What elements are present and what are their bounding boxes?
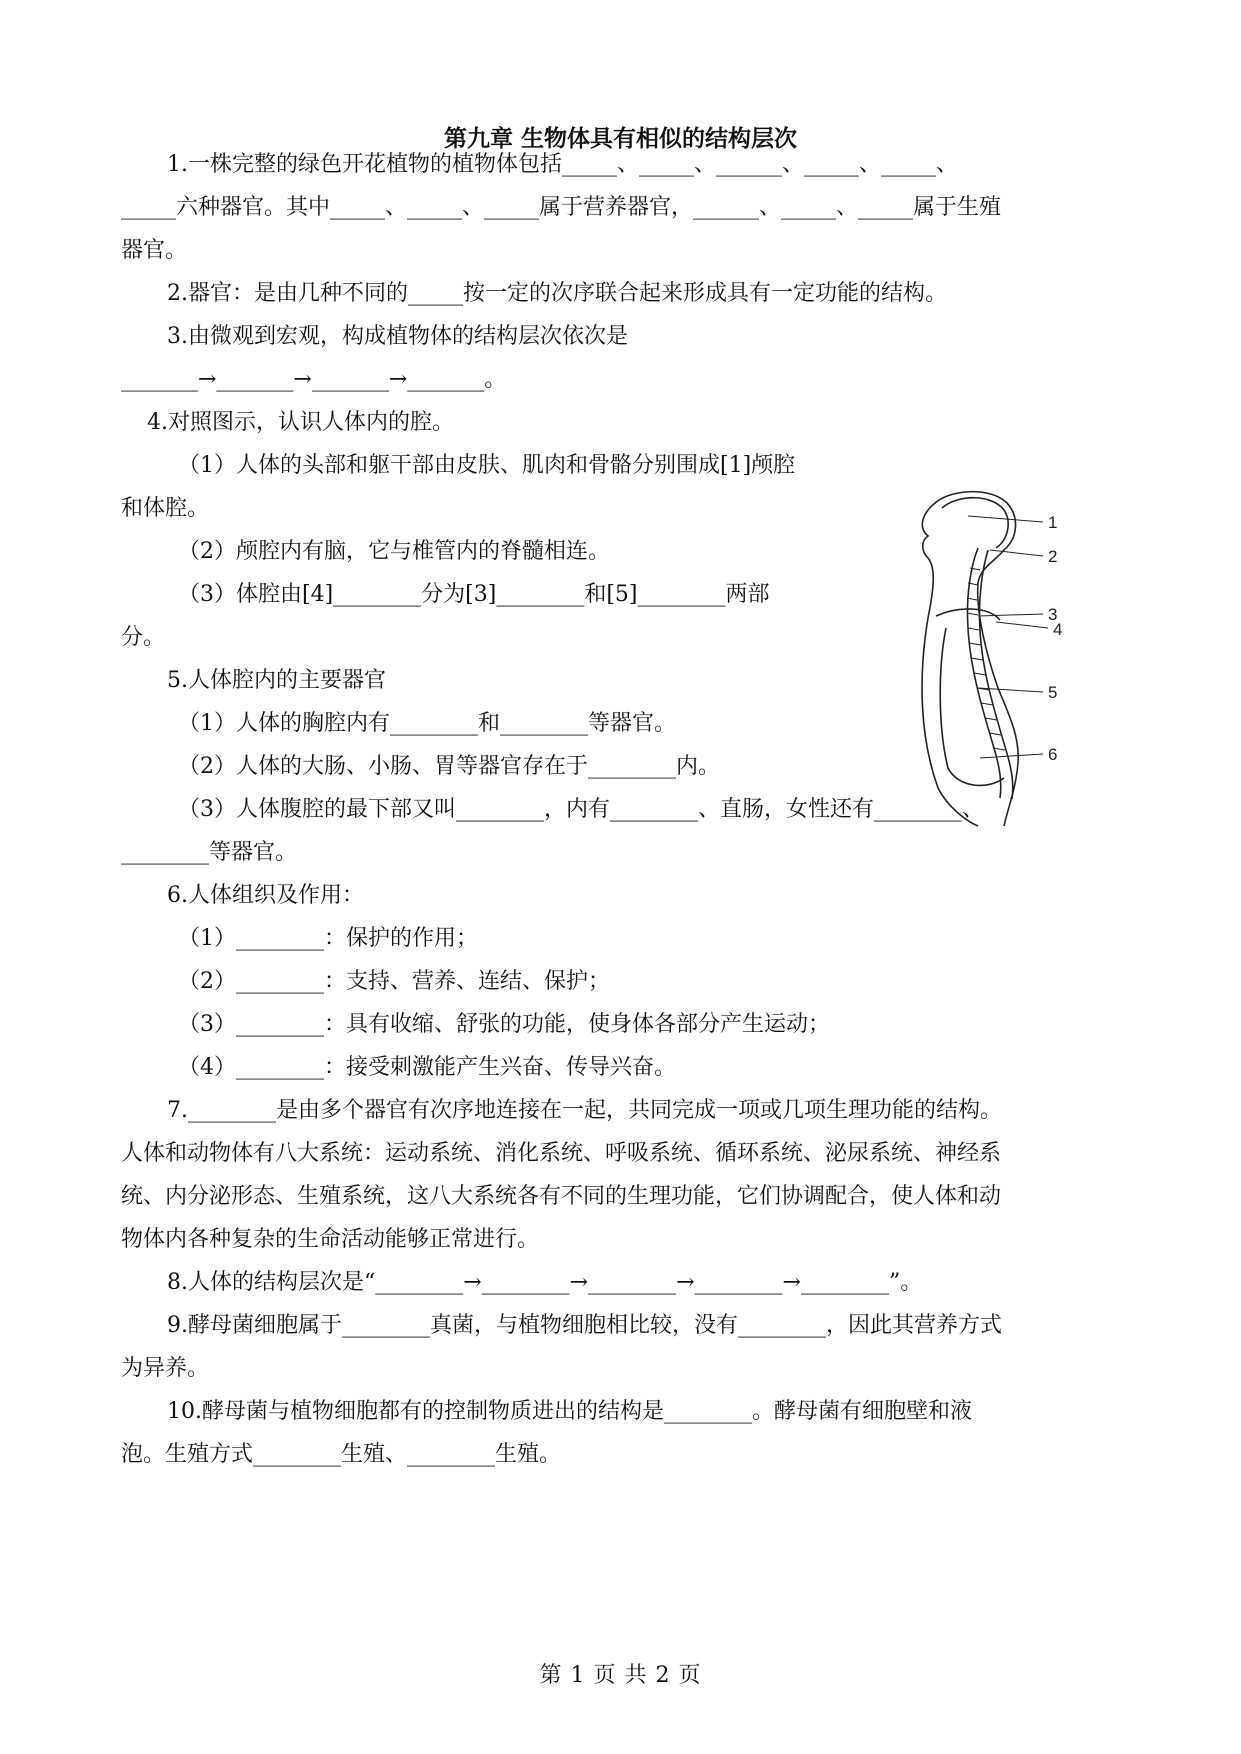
body-outline bbox=[922, 492, 1018, 826]
question-10-line-1: 10.酵母菌与植物细胞都有的控制物质进出的结构是________。酵母菌有细胞壁和液 bbox=[167, 1399, 972, 1424]
diagram-label-1: 1 bbox=[1048, 513, 1058, 532]
question-9-line-2: 为异养。 bbox=[121, 1356, 210, 1381]
question-4-part-3-line-2: 分。 bbox=[121, 625, 166, 650]
diagram-label-4: 4 bbox=[1053, 620, 1063, 639]
question-5-part-1: （1）人体的胸腔内有________和________等器官。 bbox=[178, 711, 676, 736]
question-4-part-1-line-2: 和体腔。 bbox=[121, 496, 210, 521]
question-9-line-1: 9.酵母菌细胞属于________真菌，与植物细胞相比较，没有________，因此其营养方式 bbox=[167, 1313, 1002, 1338]
question-6-part-3: （3）________：具有收缩、舒张的功能，使身体各部分产生运动； bbox=[178, 1012, 830, 1037]
question-7-line-2: 人体和动物体有八大系统：运动系统、消化系统、呼吸系统、循环系统、泌尿系统、神经系 bbox=[121, 1141, 1002, 1166]
question-10-line-2: 泡。生殖方式________生殖、________生殖。 bbox=[121, 1442, 562, 1467]
question-6-part-1: （1）________：保护的作用； bbox=[178, 926, 478, 951]
page-footer: 第 1 页 共 2 页 bbox=[539, 1663, 702, 1688]
question-5: 5.人体腔内的主要器官 bbox=[167, 668, 386, 693]
question-1-line-2: _____六种器官。其中_____、_____、_____属于营养器官，______、_____、_____属于生殖 bbox=[121, 195, 1002, 220]
diagram-label-3: 3 bbox=[1048, 605, 1058, 624]
question-4-part-1-line-1: （1）人体的头部和躯干部由皮肤、肌肉和骨骼分别围成[1]颅腔 bbox=[178, 453, 796, 478]
diagram-labels bbox=[1048, 513, 1062, 764]
question-5-part-3-line-2: ________等器官。 bbox=[121, 840, 298, 865]
question-3-line-2: _______→_______→_______→_______。 bbox=[121, 367, 507, 392]
question-3-line-1: 3.由微观到宏观，构成植物体的结构层次依次是 bbox=[167, 324, 628, 349]
question-7-line-4: 物体内各种复杂的生命活动能够正常进行。 bbox=[121, 1227, 540, 1252]
body-cavity-diagram bbox=[908, 488, 1128, 828]
page-title: 第九章 生物体具有相似的结构层次 bbox=[443, 125, 797, 152]
question-2: 2.器官：是由几种不同的_____按一定的次序联合起来形成具有一定功能的结构。 bbox=[167, 281, 947, 306]
diagram-label-5: 5 bbox=[1048, 683, 1058, 702]
diagram-label-2: 2 bbox=[1048, 547, 1058, 566]
question-5-part-3-line-1: （3）人体腹腔的最下部又叫________，内有________、直肠，女性还有________、 bbox=[178, 797, 984, 822]
question-5-part-2: （2）人体的大肠、小肠、胃等器官存在于________内。 bbox=[178, 754, 720, 779]
question-8: 8.人体的结构层次是“________→________→________→________→________”。 bbox=[167, 1270, 923, 1295]
question-6: 6.人体组织及作用： bbox=[167, 883, 364, 908]
question-6-part-2: （2）________：支持、营养、连结、保护； bbox=[178, 969, 610, 994]
question-1-line-3: 器官。 bbox=[121, 238, 188, 263]
question-7-line-3: 统、内分泌形态、生殖系统，这八大系统各有不同的生理功能，它们协调配合，使人体和动 bbox=[121, 1184, 1002, 1209]
question-4-part-2: （2）颅腔内有脑，它与椎管内的脊髓相连。 bbox=[178, 539, 610, 564]
question-6-part-4: （4）________：接受刺激能产生兴奋、传导兴奋。 bbox=[178, 1055, 676, 1080]
question-4: 4.对照图示，认识人体内的腔。 bbox=[147, 410, 454, 435]
diagram-label-6: 6 bbox=[1048, 745, 1058, 764]
question-1-line-1: 1.一株完整的绿色开花植物的植物体包括_____、_____、______、_____、_____、 bbox=[167, 152, 958, 177]
question-7-line-1: 7.________是由多个器官有次序地连接在一起，共同完成一项或几项生理功能的结构。 bbox=[167, 1098, 1002, 1123]
question-4-part-3-line-1: （3）体腔由[4]________分为[3]________和[5]________两部 bbox=[178, 582, 770, 607]
